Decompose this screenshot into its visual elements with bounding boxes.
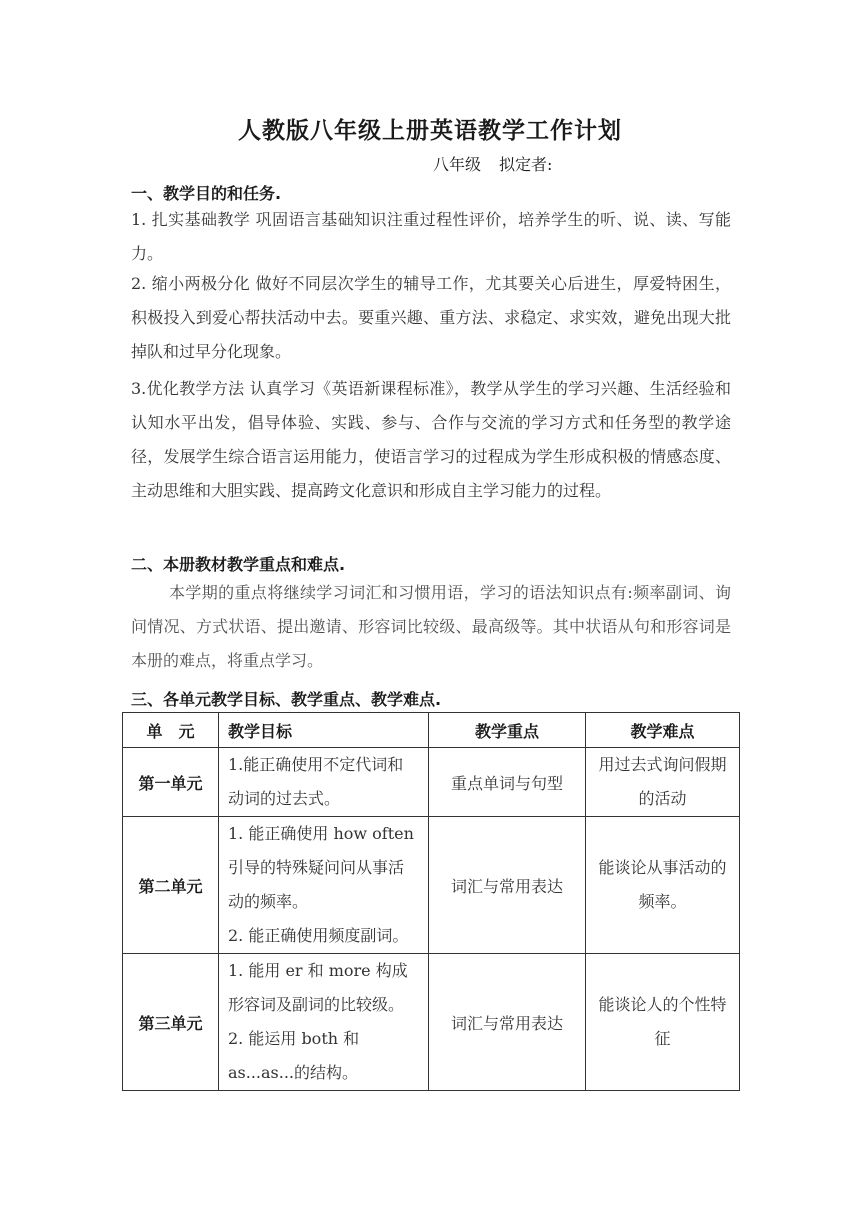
- goal-cell: [219, 954, 429, 1091]
- key-cell: 重点单词与句型: [429, 748, 586, 817]
- section-2-heading: 二、本册教材教学重点和难点.: [131, 555, 346, 574]
- table-row: [123, 817, 740, 954]
- goal-cell: [219, 817, 429, 954]
- section-1-item-2: 2. 缩小两极分化 做好不同层次学生的辅导工作，尤其要关心后进生，厚爱特困生，积极投入到爱心帮扶活动中去。要重兴趣、重方法、求稳定、求实效，避免出现大批掉队和过早分化现象。: [131, 274, 731, 361]
- header-unit: 单 元: [123, 713, 219, 748]
- goal-item: 1. 能用 er 和 more 构成形容词及副词的比较级。: [228, 961, 408, 1014]
- goal-item: 2. 能运用 both 和 as...as...的结构。: [228, 1029, 360, 1082]
- header-difficulty: 教学难点: [586, 713, 740, 748]
- table-row: [123, 954, 740, 1091]
- section-1-item-1: 1. 扎实基础教学 巩固语言基础知识注重过程性评价，培养学生的听、说、读、写能力。: [131, 210, 731, 263]
- header-goal: 教学目标: [219, 713, 429, 748]
- goal-item: 2. 能正确使用频度副词。: [228, 926, 409, 945]
- difficulty-cell: 能谈论人的个性特征: [586, 954, 740, 1091]
- difficulty-cell: 能谈论从事活动的频率。: [586, 817, 740, 954]
- unit-plan-table: [122, 712, 740, 1091]
- table-header-row: [123, 713, 740, 748]
- document-title: 人教版八年级上册英语教学工作计划: [238, 117, 622, 144]
- author-line: [433, 152, 552, 175]
- unit-cell: 第一单元: [123, 748, 219, 817]
- drafter-label: 拟定者:: [499, 155, 553, 174]
- key-cell: 词汇与常用表达: [429, 817, 586, 954]
- goal-cell: [219, 748, 429, 817]
- section-2-text: 本学期的重点将继续学习词汇和习惯用语，学习的语法知识点有:频率副词、询问情况、方式状语、提出邀请、形容词比较级、最高级等。其中状语从句和形容词是本册的难点，将重点学习。: [131, 583, 731, 670]
- section-1-item-3: 3.优化教学方法 认真学习《英语新课程标准》，教学从学生的学习兴趣、生活经验和认知水平出发，倡导体验、实践、参与、合作与交流的学习方式和任务型的教学途径，发展学生综合语言运用能力，使语言学习的过程成为学生形成积极的情感态度、主动思维和大胆实践、提高跨文化意识和形成自主学习能力的过程。: [131, 379, 731, 500]
- difficulty-cell: 用过去式询问假期的活动: [586, 748, 740, 817]
- section-1-heading: 一、教学目的和任务.: [131, 184, 282, 203]
- goal-item: 1. 能正确使用 how often 引导的特殊疑问问从事活动的频率。: [228, 824, 414, 911]
- grade-label: 八年级: [433, 155, 482, 174]
- goal-item: 1.能正确使用不定代词和动词的过去式。: [228, 755, 404, 808]
- unit-cell: 第三单元: [123, 954, 219, 1091]
- key-cell: 词汇与常用表达: [429, 954, 586, 1091]
- header-key: 教学重点: [429, 713, 586, 748]
- section-3-heading: 三、各单元教学目标、教学重点、教学难点.: [131, 690, 442, 709]
- table-row: [123, 748, 740, 817]
- unit-cell: 第二单元: [123, 817, 219, 954]
